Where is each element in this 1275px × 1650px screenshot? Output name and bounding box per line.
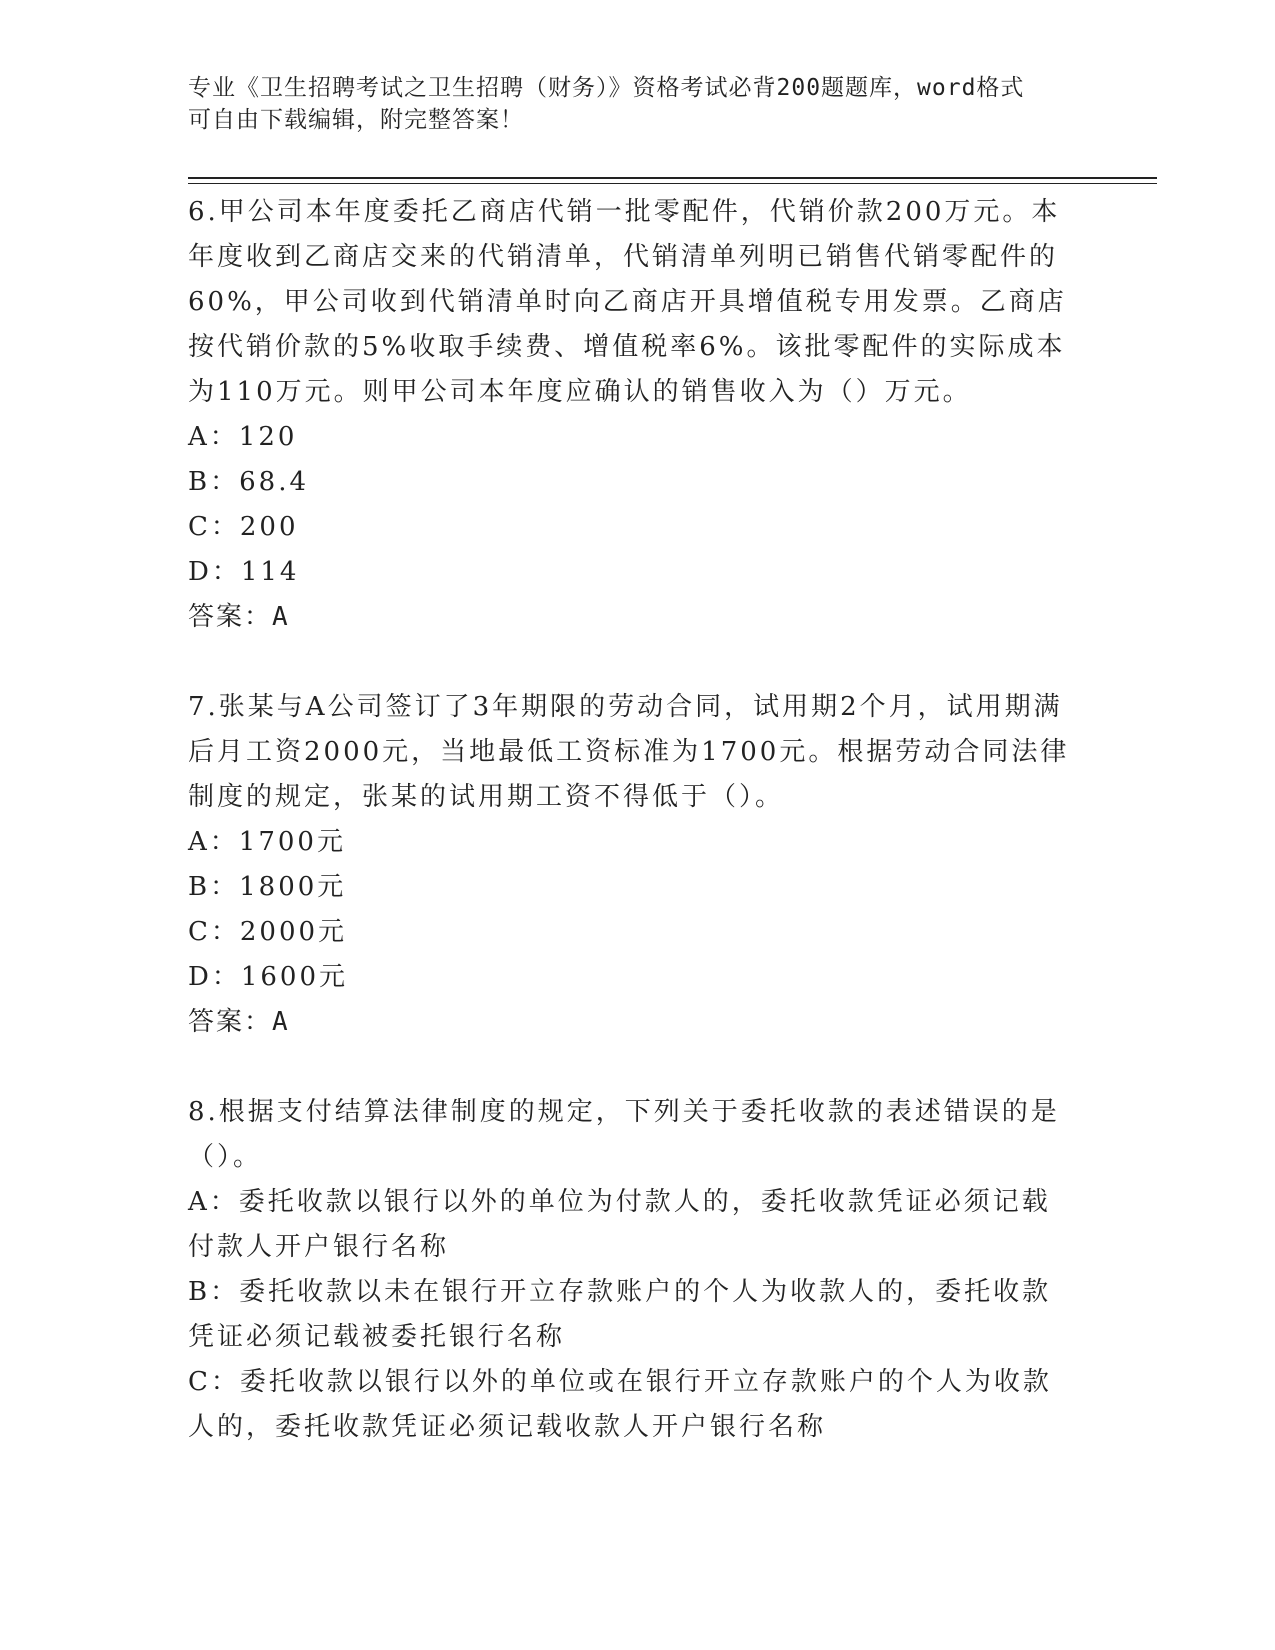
option-a: A：1700元 [188,827,346,857]
document-header [188,72,1068,136]
header-line-1: 专业《卫生招聘考试之卫生招聘（财务）》资格考试必背200题题库，word格式 [188,75,1025,101]
question-spacer [188,640,1073,685]
question-8 [188,1090,1073,1450]
header-line-2: 可自由下载编辑，附完整答案！ [188,107,524,133]
question-list [188,190,1073,1450]
option-b: B：68.4 [188,467,309,497]
question-stem: 6.甲公司本年度委托乙商店代销一批零配件，代销价款200万元。本年度收到乙商店交来的代销清单，代销清单列明已销售代销零配件的60%，甲公司收到代销清单时向乙商店开具增值税专用发票。乙商店按代销价款的5%收取手续费、增值税率6%。该批零配件的实际成本为110万元。则甲公司本年度应确认的销售收入为（）万元。 [188,197,1067,407]
answer-label: 答案：A [188,602,290,632]
question-6 [188,190,1073,640]
question-7 [188,685,1073,1045]
header-rule-thick [188,177,1157,179]
option-a: A：120 [188,422,298,452]
option-d: D：1600元 [188,962,349,992]
option-b: B：委托收款以未在银行开立存款账户的个人为收款人的，委托收款凭证必须记载被委托银行名称 [188,1277,1052,1352]
option-b: B：1800元 [188,872,347,902]
option-c: C：委托收款以银行以外的单位或在银行开立存款账户的个人为收款人的，委托收款凭证必须记载收款人开户银行名称 [188,1367,1052,1442]
option-a: A：委托收款以银行以外的单位为付款人的，委托收款凭证必须记载付款人开户银行名称 [188,1187,1051,1262]
option-c: C：2000元 [188,917,348,947]
question-stem: 7.张某与A公司签订了3年期限的劳动合同，试用期2个月，试用期满后月工资2000元，当地最低工资标准为1700元。根据劳动合同法律制度的规定，张某的试用期工资不得低于（）。 [188,692,1070,812]
question-stem: 8.根据支付结算法律制度的规定，下列关于委托收款的表述错误的是（）。 [188,1097,1060,1172]
answer-label: 答案：A [188,1007,290,1037]
question-spacer [188,1045,1073,1090]
header-rule-thin [188,183,1157,184]
option-c: C：200 [188,512,299,542]
option-d: D：114 [188,557,300,587]
